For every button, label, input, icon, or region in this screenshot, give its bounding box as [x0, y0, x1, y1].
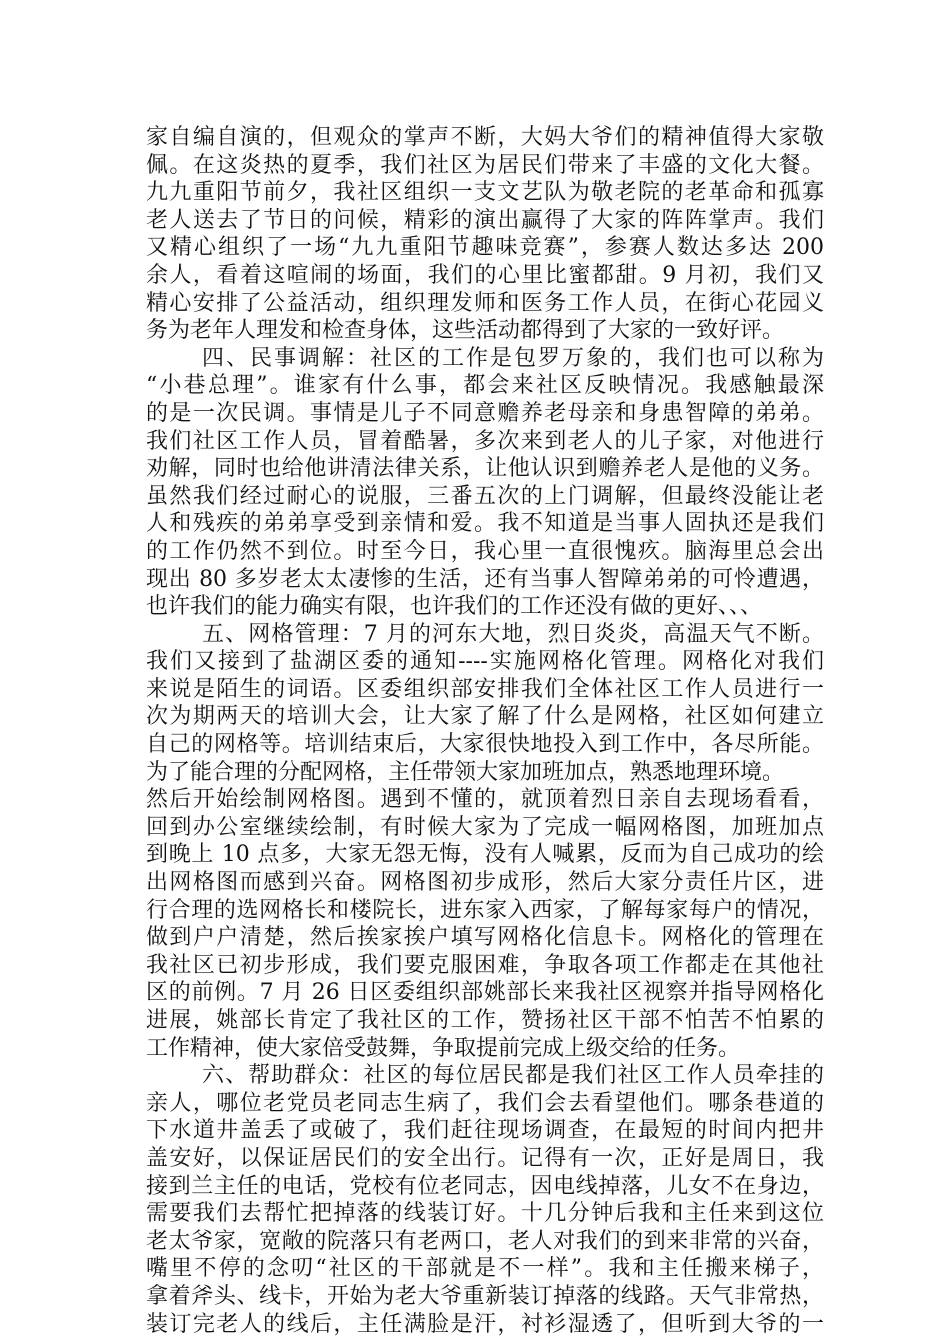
text-line: 老太爷家，宽敞的院落只有老两口，老人对我们的到来非常的兴奋，	[146, 1228, 824, 1254]
text-line: 虽然我们经过耐心的说服，三番五次的上门调解，但最终没能让老	[146, 483, 824, 509]
text-line: 自己的网格等。培训结束后，大家很快地投入到工作中，各尽所能。	[146, 732, 824, 758]
document-body	[146, 124, 824, 1338]
text-line: 劝解，同时也给他讲清法律关系，让他认识到赡养老人是他的义务。	[146, 456, 824, 482]
text-line: 进展，姚部长肯定了我社区的工作，赞扬社区干部不怕苦不怕累的	[146, 1008, 824, 1033]
text-line: 精心安排了公益活动，组织理发师和医务工作人员，在街心花园义	[146, 290, 824, 316]
text-line: 我们社区工作人员，冒着酷暑，多次来到老人的儿子家，对他进行	[146, 428, 824, 454]
text-line: 嘴里不停的念叨“社区的干部就是不一样”。我和主任搬来梯子，	[146, 1256, 824, 1282]
text-line: 回到办公室继续绘制，有时候大家为了完成一幅网格图，加班加点	[146, 814, 824, 840]
text-line: 现出 80 多岁老太太凄惨的生活，还有当事人智障弟弟的可怜遭遇，	[146, 566, 824, 592]
text-line: 九九重阳节前夕，我社区组织一支文艺队为敬老院的老革命和孤寡	[146, 180, 824, 206]
text-line: 佩。在这炎热的夏季，我们社区为居民们带来了丰盛的文化大餐。	[146, 152, 824, 178]
text-line: 出网格图而感到兴奋。网格图初步成形，然后大家分责任片区，进	[146, 870, 824, 896]
text-line: 亲人，哪位老党员老同志生病了，我们会去看望他们。哪条巷道的	[146, 1090, 824, 1116]
text-line: 区的前例。7 月 26 日区委组织部姚部长来我社区视察并指导网格化	[146, 980, 824, 1006]
text-line: 人和残疾的弟弟享受到亲情和爱。我不知道是当事人固执还是我们	[146, 511, 824, 537]
text-line: 次为期两天的培训大会，让大家了解了什么是网格，社区如何建立	[146, 704, 824, 730]
text-line: 下水道井盖丢了或破了，我们赶往现场调查，在最短的时间内把井	[146, 1118, 824, 1144]
text-line: 的是一次民调。事情是儿子不同意赡养老母亲和身患智障的弟弟。	[146, 400, 824, 426]
text-line: 然后开始绘制网格图。遇到不懂的，就顶着烈日亲自去现场看看，	[146, 787, 824, 813]
text-line: 又精心组织了一场“九九重阳节趣味竞赛”，参赛人数达多达 200	[146, 235, 824, 261]
section-heading-line: 四、民事调解：社区的工作是包罗万象的，我们也可以称为	[202, 345, 824, 371]
text-line: 我社区已初步形成，我们要克服困难，争取各项工作都走在其他社	[146, 952, 824, 978]
text-line: 余人，看着这喧闹的场面，我们的心里比蜜都甜。9 月初，我们又	[146, 262, 824, 288]
text-line: 需要我们去帮忙把掉落的线装订好。十几分钟后我和主任来到这位	[146, 1201, 824, 1227]
text-line: 行合理的选网格长和楼院长，进东家入西家，了解每家每户的情况，	[146, 897, 824, 923]
text-line: 盖安好，以保证居民们的安全出行。记得有一次，正好是周日，我	[146, 1145, 824, 1171]
text-line: 装订完老人的线后，主任满脸是汗，衬衫湿透了，但听到大爷的一	[146, 1311, 824, 1337]
text-line: 我们又接到了盐湖区委的通知----实施网格化管理。网格化对我们	[146, 649, 824, 675]
text-line: “小巷总理”。谁家有什么事，都会来社区反映情况。我感触最深	[146, 373, 824, 399]
text-line: 务为老年人理发和检查身体，这些活动都得到了大家的一致好评。	[146, 318, 785, 344]
text-line: 接到兰主任的电话，党校有位老同志，因电线掉落，儿女不在身边，	[146, 1173, 824, 1199]
text-line: 也许我们的能力确实有限，也许我们的工作还没有做的更好、、、	[146, 594, 763, 620]
text-line: 为了能合理的分配网格，主任带领大家加班加点，熟悉地理环境。	[146, 759, 785, 785]
section-heading-line: 六、帮助群众：社区的每位居民都是我们社区工作人员牵挂的	[202, 1063, 824, 1089]
text-line: 到晚上 10 点多，大家无怨无悔，没有人喊累，反而为自己成功的绘	[146, 842, 824, 868]
text-line: 工作精神，使大家倍受鼓舞，争取提前完成上级交给的任务。	[146, 1035, 741, 1061]
section-heading-line: 五、网格管理：7 月的河东大地，烈日炎炎，高温天气不断。	[202, 621, 824, 647]
text-line: 的工作仍然不到位。时至今日，我心里一直很愧疚。脑海里总会出	[146, 538, 824, 564]
text-line: 来说是陌生的词语。区委组织部安排我们全体社区工作人员进行一	[146, 676, 824, 702]
text-line: 拿着斧头、线卡，开始为老大爷重新装订掉落的线路。天气非常热，	[146, 1283, 824, 1309]
text-line: 家自编自演的，但观众的掌声不断，大妈大爷们的精神值得大家敬	[146, 125, 824, 150]
text-line: 做到户户清楚，然后挨家挨户填写网格化信息卡。网格化的管理在	[146, 925, 824, 951]
text-line: 老人送去了节日的问候，精彩的演出赢得了大家的阵阵掌声。我们	[146, 207, 824, 233]
